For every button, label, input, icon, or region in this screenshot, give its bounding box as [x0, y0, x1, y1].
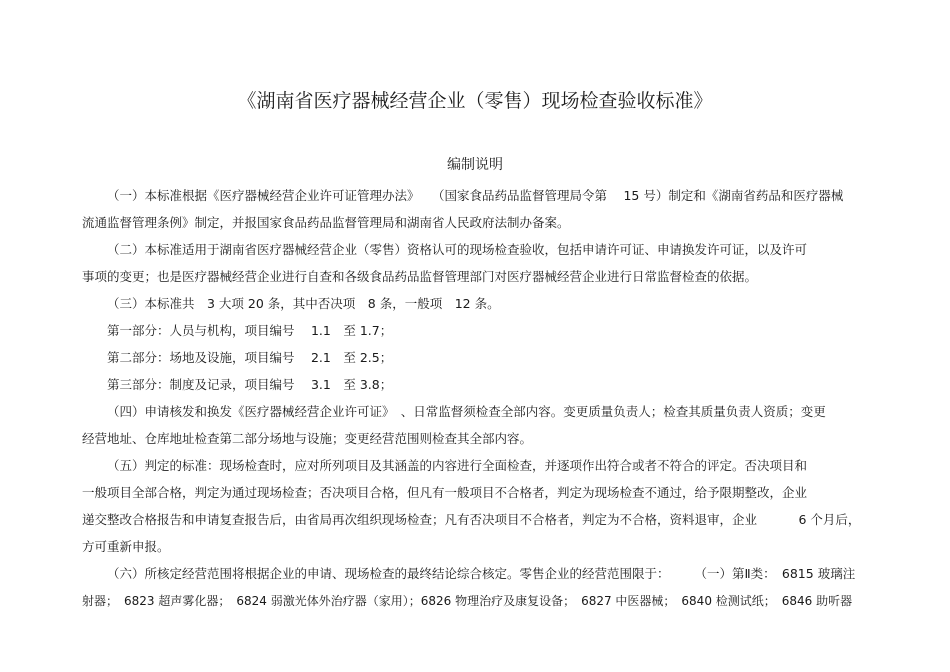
paragraph-line: （三）本标准共 3 大项 20 条，其中否决项 8 条，一般项 12 条。 — [107, 296, 500, 311]
paragraph-line: 流通监督管理条例》制定，并报国家食品药品监督管理局和湖南省人民政府法制办备案。 — [82, 215, 570, 230]
paragraph-line: 方可重新申报。 — [82, 539, 170, 554]
paragraph-line: 第一部分：人员与机构，项目编号 1.1 至 1.7； — [107, 323, 393, 338]
paragraph-line: （六）所核定经营范围将根据企业的申请、现场检查的最终结论综合核定。零售企业的经营范围限于： （一）第Ⅱ类： 6815 玻璃注 — [107, 566, 856, 581]
paragraph-line: 射器； 6823 超声雾化器； 6824 弱激光体外治疗器（家用）；6826 物理治疗及康复设备； 6827 中医器械； 6840 检测试纸； 6846 助听器 — [82, 594, 853, 608]
paragraph-line: 经营地址、仓库地址检查第二部分场地与设施；变更经营范围则检查其全部内容。 — [82, 431, 533, 446]
paragraph-line: 事项的变更；也是医疗器械经营企业进行自查和各级食品药品监督管理部门对医疗器械经营企业进行日常监督检查的依据。 — [82, 269, 758, 284]
paragraph-line: 第三部分：制度及记录，项目编号 3.1 至 3.8； — [107, 377, 393, 392]
paragraph-line: 一般项目全部合格，判定为通过现场检查；否决项目合格，但凡有一般项目不合格者，判定为现场检查不通过，给予限期整改，企业 — [82, 485, 808, 500]
paragraph-line: （一）本标准根据《医疗器械经营企业许可证管理办法》 （国家食品药品监督管理局令第 15 号）制定和《湖南省药品和医疗器械 — [107, 188, 844, 203]
document-title: 《湖南省医疗器械经营企业（零售）现场检查验收标准》 — [237, 90, 713, 112]
paragraph-line: （四）申请核发和换发《医疗器械经营企业许可证》 、日常监督须检查全部内容。变更质量负责人；检查其质量负责人资质；变更 — [107, 404, 826, 419]
paragraph-line: 第二部分：场地及设施，项目编号 2.1 至 2.5； — [107, 350, 393, 365]
paragraph-line: 递交整改合格报告和申请复查报告后，由省局再次组织现场检查；凡有否决项目不合格者，判定为不合格，资料退审，企业 6 个月后， — [82, 512, 861, 527]
paragraph-line: （二）本标准适用于湖南省医疗器械经营企业（零售）资格认可的现场检查验收，包括申请许可证、申请换发许可证，以及许可 — [107, 242, 808, 257]
paragraph-line: （五）判定的标准：现场检查时，应对所列项目及其涵盖的内容进行全面检查，并逐项作出符合或者不符合的评定。否决项目和 — [107, 458, 808, 473]
document-subtitle: 编制说明 — [447, 157, 503, 173]
